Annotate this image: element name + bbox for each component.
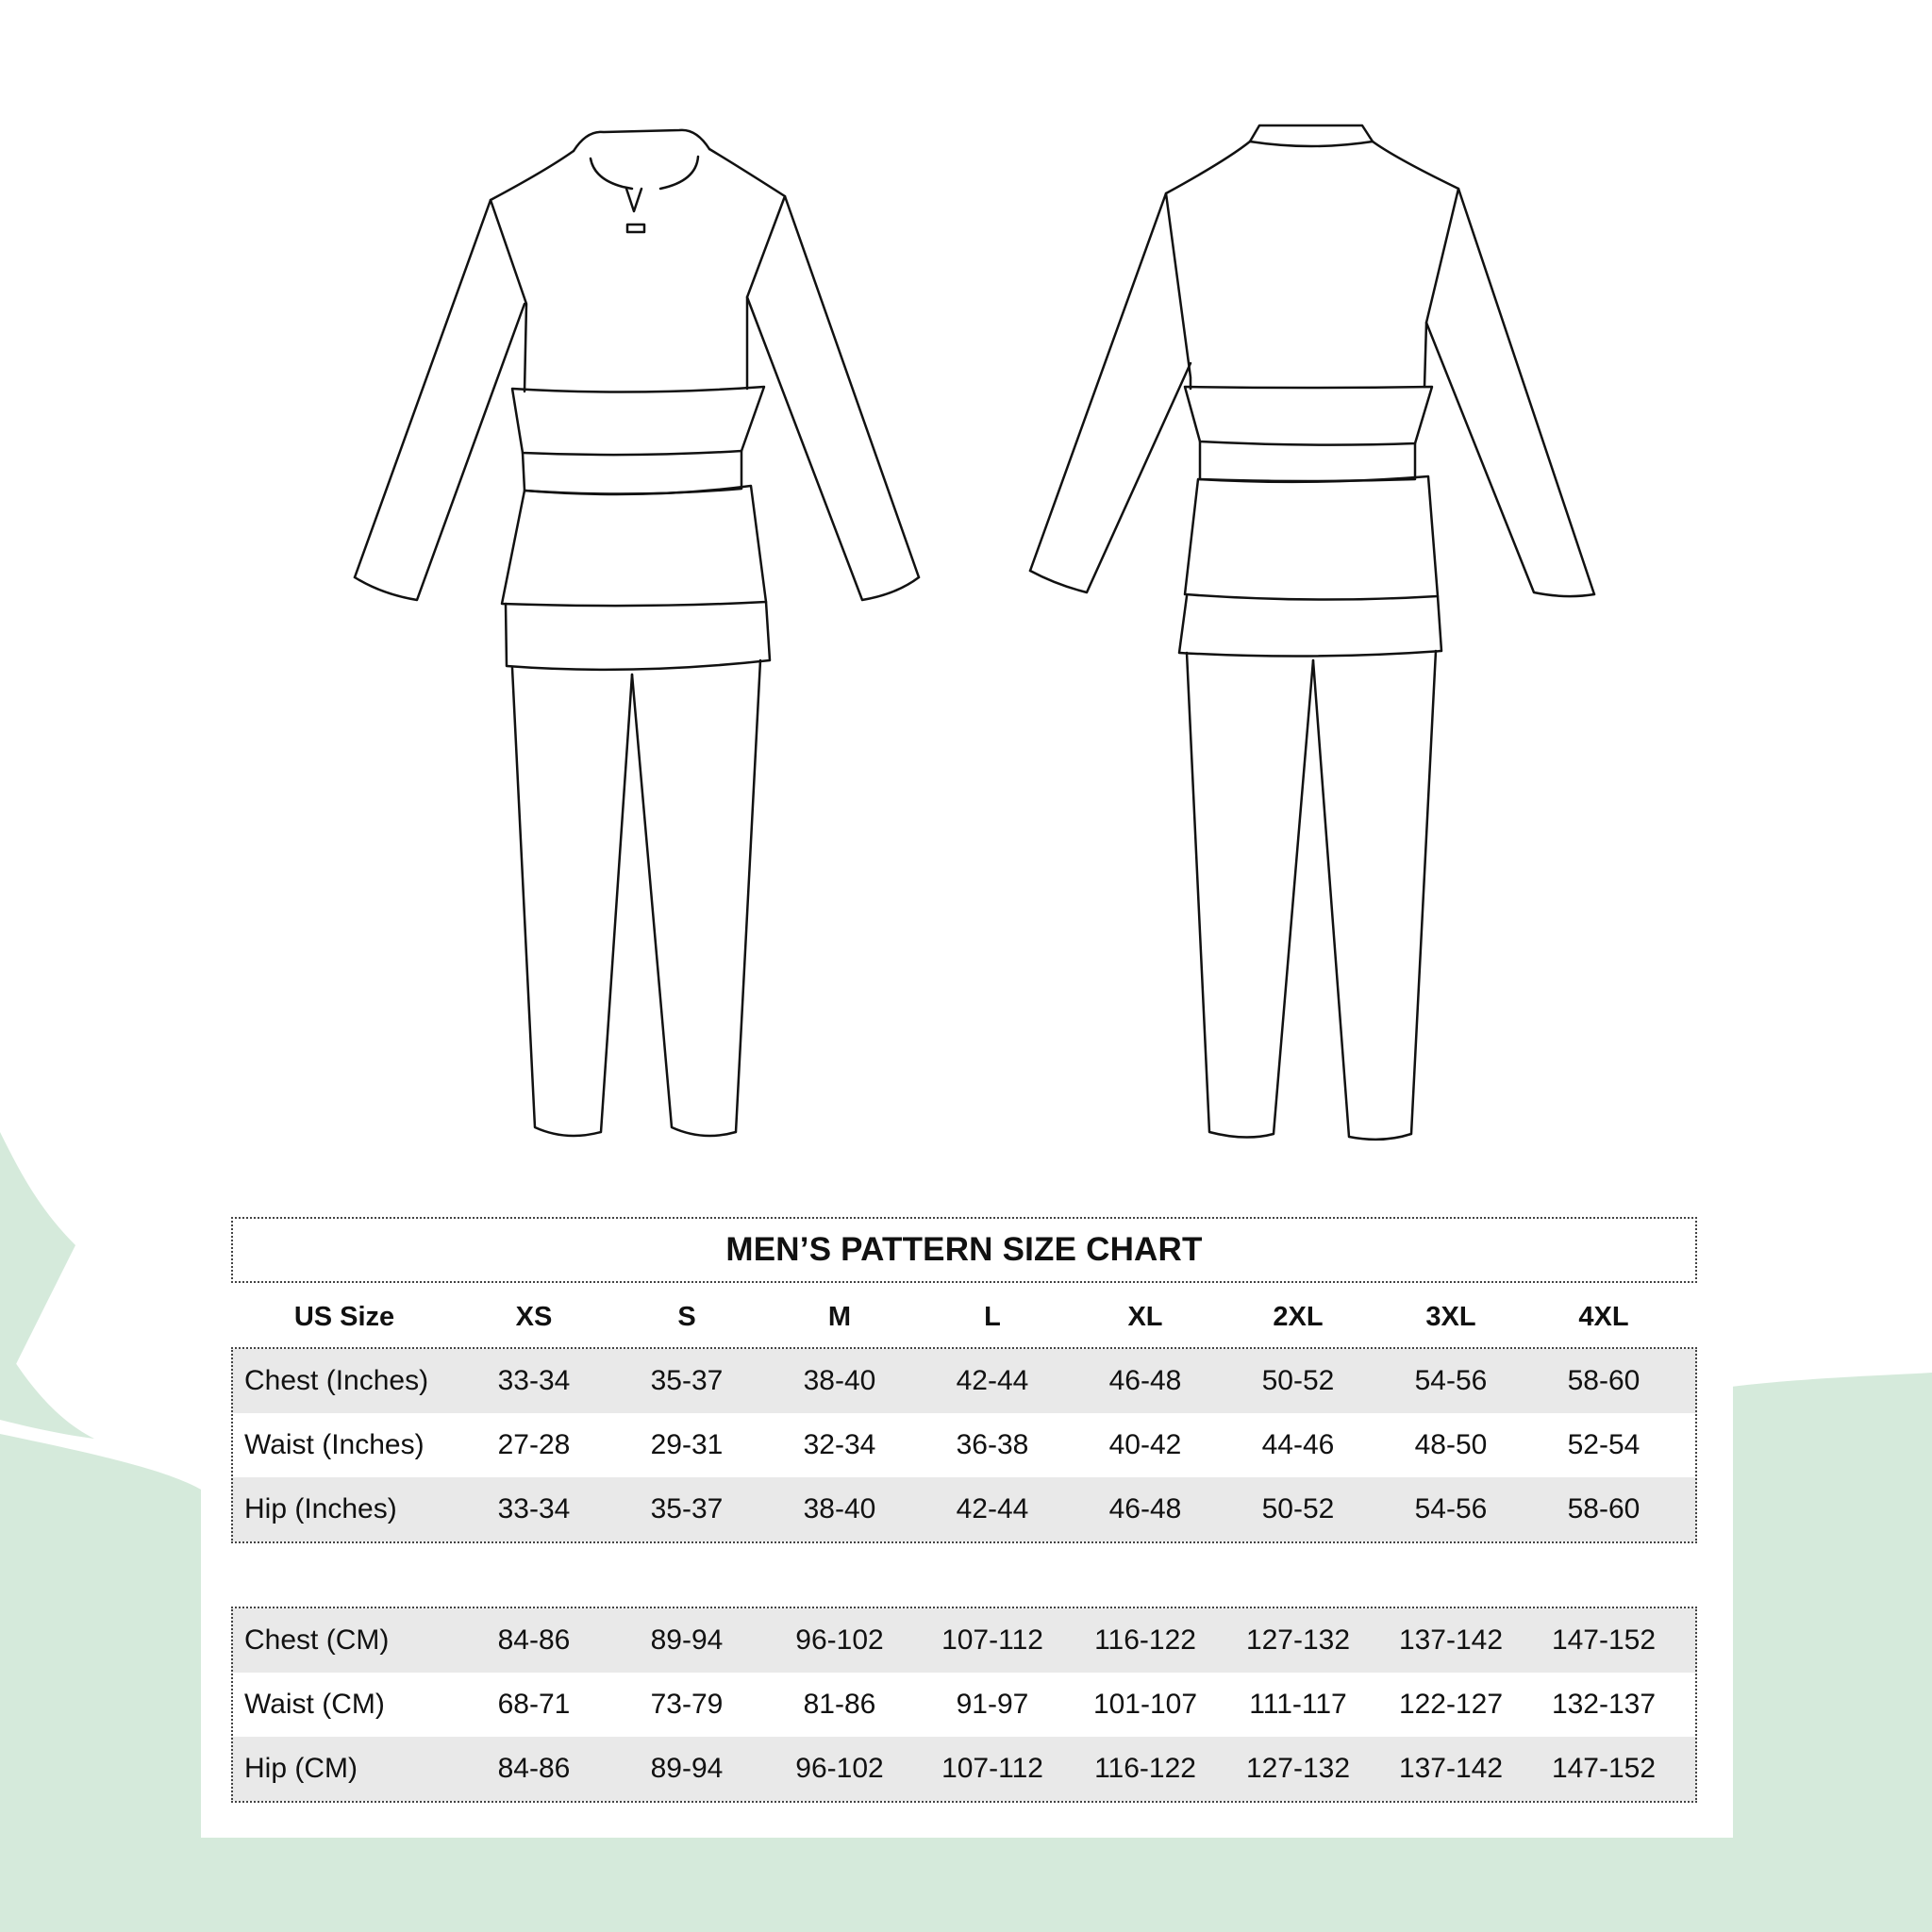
header-cell: M xyxy=(827,1302,852,1332)
table-cell: 46-48 xyxy=(1108,1493,1182,1524)
table-cell: 116-122 xyxy=(1094,1753,1196,1784)
table-cell: 50-52 xyxy=(1261,1365,1335,1396)
header-cell: S xyxy=(677,1302,696,1332)
table-cell: 147-152 xyxy=(1551,1624,1657,1656)
table-cell: 40-42 xyxy=(1108,1429,1182,1460)
row-label: Hip (CM) xyxy=(244,1753,358,1784)
back-view-drawing xyxy=(1030,125,1594,1140)
table-cell: 147-152 xyxy=(1551,1753,1657,1784)
table-cell: 89-94 xyxy=(650,1624,724,1656)
table-cell: 91-97 xyxy=(956,1689,1029,1720)
table-cell: 101-107 xyxy=(1092,1689,1198,1720)
header-cell: 3XL xyxy=(1425,1302,1476,1332)
table-cell: 137-142 xyxy=(1398,1753,1504,1784)
table-cell: 68-71 xyxy=(497,1689,571,1720)
table-cell: 54-56 xyxy=(1414,1493,1488,1524)
row-label: Chest (Inches) xyxy=(244,1365,429,1396)
size-chart-title: MEN’S PATTERN SIZE CHART xyxy=(725,1231,1203,1268)
header-cell: XL xyxy=(1127,1302,1163,1332)
table-cell: 38-40 xyxy=(803,1493,876,1524)
table-cell: 33-34 xyxy=(497,1493,571,1524)
table-cell: 29-31 xyxy=(650,1429,724,1460)
table-row xyxy=(231,1413,1697,1477)
header-cell: 2XL xyxy=(1273,1302,1324,1332)
table-cell: 42-44 xyxy=(956,1493,1029,1524)
table-cell: 111-117 xyxy=(1249,1689,1347,1720)
header-cell: 4XL xyxy=(1578,1302,1629,1332)
header-cell: US Size xyxy=(293,1302,395,1332)
table-cell: 38-40 xyxy=(803,1365,876,1396)
table-row xyxy=(231,1737,1697,1801)
table-cell: 46-48 xyxy=(1108,1365,1182,1396)
row-label: Waist (CM) xyxy=(244,1689,385,1720)
row-label: Waist (Inches) xyxy=(244,1429,425,1460)
table-cell: 48-50 xyxy=(1414,1429,1488,1460)
table-cell: 58-60 xyxy=(1567,1365,1641,1396)
size-chart-title-box xyxy=(231,1217,1697,1283)
table-row xyxy=(231,1477,1697,1541)
header-cell: L xyxy=(984,1302,1001,1332)
table-cell: 96-102 xyxy=(795,1624,884,1656)
table-cell: 44-46 xyxy=(1261,1429,1335,1460)
table-cell: 137-142 xyxy=(1398,1624,1504,1656)
table-cell: 96-102 xyxy=(795,1753,884,1784)
size-header-row xyxy=(231,1285,1697,1349)
table-cell: 33-34 xyxy=(497,1365,571,1396)
table-cell: 127-132 xyxy=(1245,1753,1351,1784)
header-cell: XS xyxy=(515,1302,553,1332)
table-cell: 50-52 xyxy=(1261,1493,1335,1524)
table-cell: 52-54 xyxy=(1567,1429,1641,1460)
table-cell: 127-132 xyxy=(1245,1624,1351,1656)
table-cell: 122-127 xyxy=(1398,1689,1504,1720)
table-cell: 54-56 xyxy=(1414,1365,1488,1396)
table-cell: 42-44 xyxy=(956,1365,1029,1396)
table-cell: 35-37 xyxy=(650,1493,724,1524)
table-cell: 132-137 xyxy=(1551,1689,1657,1720)
table-cell: 81-86 xyxy=(803,1689,876,1720)
row-label: Chest (CM) xyxy=(244,1624,390,1656)
front-view-drawing xyxy=(355,130,919,1136)
table-cell: 107-112 xyxy=(941,1753,1043,1784)
table-cell: 27-28 xyxy=(497,1429,571,1460)
table-row xyxy=(231,1608,1697,1673)
table-row xyxy=(231,1673,1697,1737)
table-cell: 35-37 xyxy=(650,1365,724,1396)
table-cell: 84-86 xyxy=(497,1624,571,1656)
table-cell: 116-122 xyxy=(1094,1624,1196,1656)
row-label: Hip (Inches) xyxy=(244,1493,397,1524)
table-cell: 84-86 xyxy=(497,1753,571,1784)
table-cell: 73-79 xyxy=(650,1689,724,1720)
table-row xyxy=(231,1349,1697,1413)
table-cell: 58-60 xyxy=(1567,1493,1641,1524)
table-cell: 36-38 xyxy=(956,1429,1029,1460)
table-cell: 32-34 xyxy=(803,1429,876,1460)
table-cell: 89-94 xyxy=(650,1753,724,1784)
table-cell: 107-112 xyxy=(941,1624,1043,1656)
